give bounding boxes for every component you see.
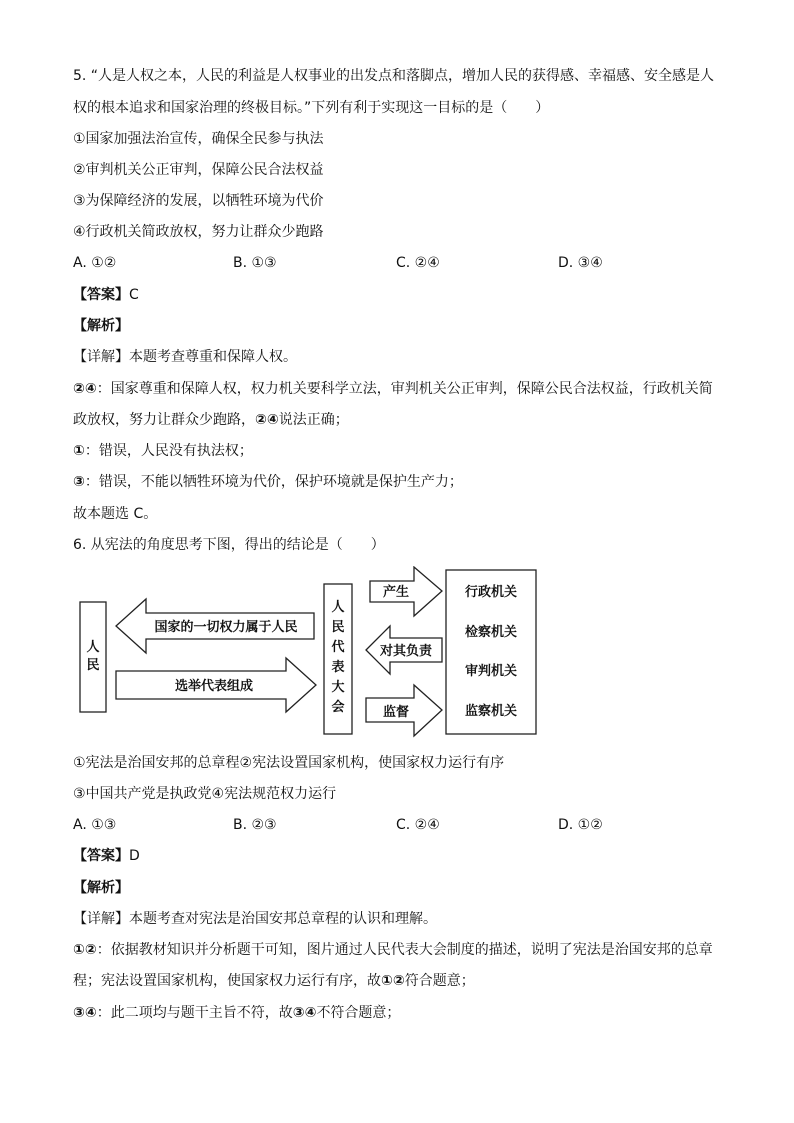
q5-option-d: D. ③④ <box>558 255 603 271</box>
arrow-power-to-people-label: 国家的一切权力属于人民 <box>154 620 298 635</box>
organ-supervisory: 监察机关 <box>464 704 518 719</box>
q6-detail-line <box>73 909 437 929</box>
q5-para1-line2-mark: ②④ <box>255 412 279 428</box>
q5-detail-text: 本题考查尊重和保障人权。 <box>129 349 297 365</box>
q5-analysis-label: 【解析】 <box>73 318 129 334</box>
q5-para1-line2 <box>73 410 349 430</box>
q6-option-d: D. ①② <box>558 817 603 833</box>
congress-char: 会 <box>331 700 345 715</box>
congress-char: 民 <box>331 620 345 635</box>
q5-para1-line2-a: 政放权，努力让群众少跑路， <box>73 412 255 428</box>
q5-answer-tag: 【答案】 <box>73 287 129 303</box>
q5-para2-text: ：错误，人民没有执法权； <box>84 443 253 459</box>
q5-option-b: B. ①③ <box>233 255 277 271</box>
congress-char: 表 <box>331 660 345 675</box>
people-char-1: 人 <box>86 640 100 655</box>
q5-para1-line1 <box>73 379 713 399</box>
q6-option-b: B. ②③ <box>233 817 277 833</box>
q6-detail-tag: 【详解】 <box>73 911 129 927</box>
q6-para1-line2-mark: ①② <box>381 973 405 989</box>
q5-conclusion: 故本题选 C。 <box>73 506 158 522</box>
q5-para3-text: ：错误，不能以牺牲环境为代价，保护环境就是保护生产力； <box>84 474 463 490</box>
q6-answer-line <box>73 846 140 866</box>
congress-char: 代 <box>331 640 345 655</box>
q5-detail-line <box>73 347 297 367</box>
q6-para2-text-mark: ③④ <box>292 1005 317 1021</box>
q6-analysis-label: 【解析】 <box>73 880 129 896</box>
q6-option-a: A. ①③ <box>73 817 117 833</box>
q5-answer-value: C <box>129 287 139 303</box>
q5-para3-mark: ③ <box>73 474 85 490</box>
q5-para1-mark: ②④ <box>73 381 97 397</box>
q5-analysis-tag <box>73 316 129 336</box>
arrow-responsible-label: 对其负责 <box>379 644 433 659</box>
q6-para1-line2-a: 程；宪法设置国家机构，使国家权力运行有序，故 <box>73 973 381 989</box>
q5-option-c: C. ②④ <box>396 255 440 271</box>
q5-stem-line1: 5. “人是人权之本，人民的利益是人权事业的出发点和落脚点，增加人民的获得感、幸福感、安全感是人 <box>73 68 715 84</box>
q6-para2 <box>73 1003 400 1023</box>
q6-para1-line2-b: 符合题意； <box>404 973 475 989</box>
q5-item-1: ①国家加强法治宣传，确保全民参与执法 <box>73 131 324 147</box>
arrow-elect-representatives-label: 选举代表组成 <box>174 679 254 694</box>
arrow-supervise-label: 监督 <box>382 705 410 720</box>
q5-detail-tag: 【详解】 <box>73 349 129 365</box>
q5-stem-line2: 权的根本追求和国家治理的终极目标。”下列有利于实现这一目标的是（ ） <box>73 100 550 116</box>
q5-answer-line <box>73 285 139 305</box>
q6-para1-text: ：依据教材知识并分析题干可知，图片通过人民代表大会制度的描述，说明了宪法是治国安邦的总章 <box>96 942 713 958</box>
q5-item-3: ③为保障经济的发展，以牺牲环境为代价 <box>73 193 324 209</box>
q5-para2 <box>73 441 253 461</box>
q5-para3 <box>73 472 463 492</box>
organ-administrative: 行政机关 <box>464 585 518 600</box>
q6-items-line1: ①宪法是治国安邦的总章程②宪法设置国家机构，使国家权力运行有序 <box>73 755 505 771</box>
q6-para2-mark: ③④ <box>73 1005 97 1021</box>
arrow-produce-label: 产生 <box>382 585 410 600</box>
q6-para1-line2 <box>73 971 475 991</box>
q6-option-c: C. ②④ <box>396 817 440 833</box>
q5-option-a: A. ①② <box>73 255 117 271</box>
people-char-2: 民 <box>86 658 100 673</box>
q6-para2-text-b: 不符合题意； <box>316 1005 401 1021</box>
congress-char: 大 <box>331 680 345 695</box>
q5-para1-line2-b: 说法正确； <box>278 412 349 428</box>
q6-analysis-tag <box>73 878 129 898</box>
q6-items-line2: ③中国共产党是执政党④宪法规范权力运行 <box>73 786 337 802</box>
q6-para2-text-a: ：此二项均与题干主旨不符，故 <box>96 1005 293 1021</box>
q6-stem: 6. 从宪法的角度思考下图，得出的结论是（ ） <box>73 537 385 553</box>
q6-answer-tag: 【答案】 <box>73 848 129 864</box>
q6-answer-value: D <box>129 848 140 864</box>
people-box <box>80 602 106 712</box>
q5-para1-text: ：国家尊重和保障人权，权力机关要科学立法，审判机关公正审判，保障公民合法权益，行政机关简 <box>96 381 713 397</box>
q5-item-2: ②审判机关公正审判，保障公民合法权益 <box>73 162 324 178</box>
congress-char: 人 <box>331 600 345 615</box>
q6-para1-mark: ①② <box>73 942 97 958</box>
q6-detail-text: 本题考查对宪法是治国安邦总章程的认识和理解。 <box>129 911 437 927</box>
q5-item-4: ④行政机关简政放权，努力让群众少跑路 <box>73 224 324 240</box>
q5-para2-mark: ① <box>73 443 85 459</box>
q6-para1-line1 <box>73 940 713 960</box>
organ-judicial: 审判机关 <box>464 664 518 679</box>
organ-procuratorate: 检察机关 <box>464 625 518 640</box>
constitution-diagram <box>78 566 548 742</box>
